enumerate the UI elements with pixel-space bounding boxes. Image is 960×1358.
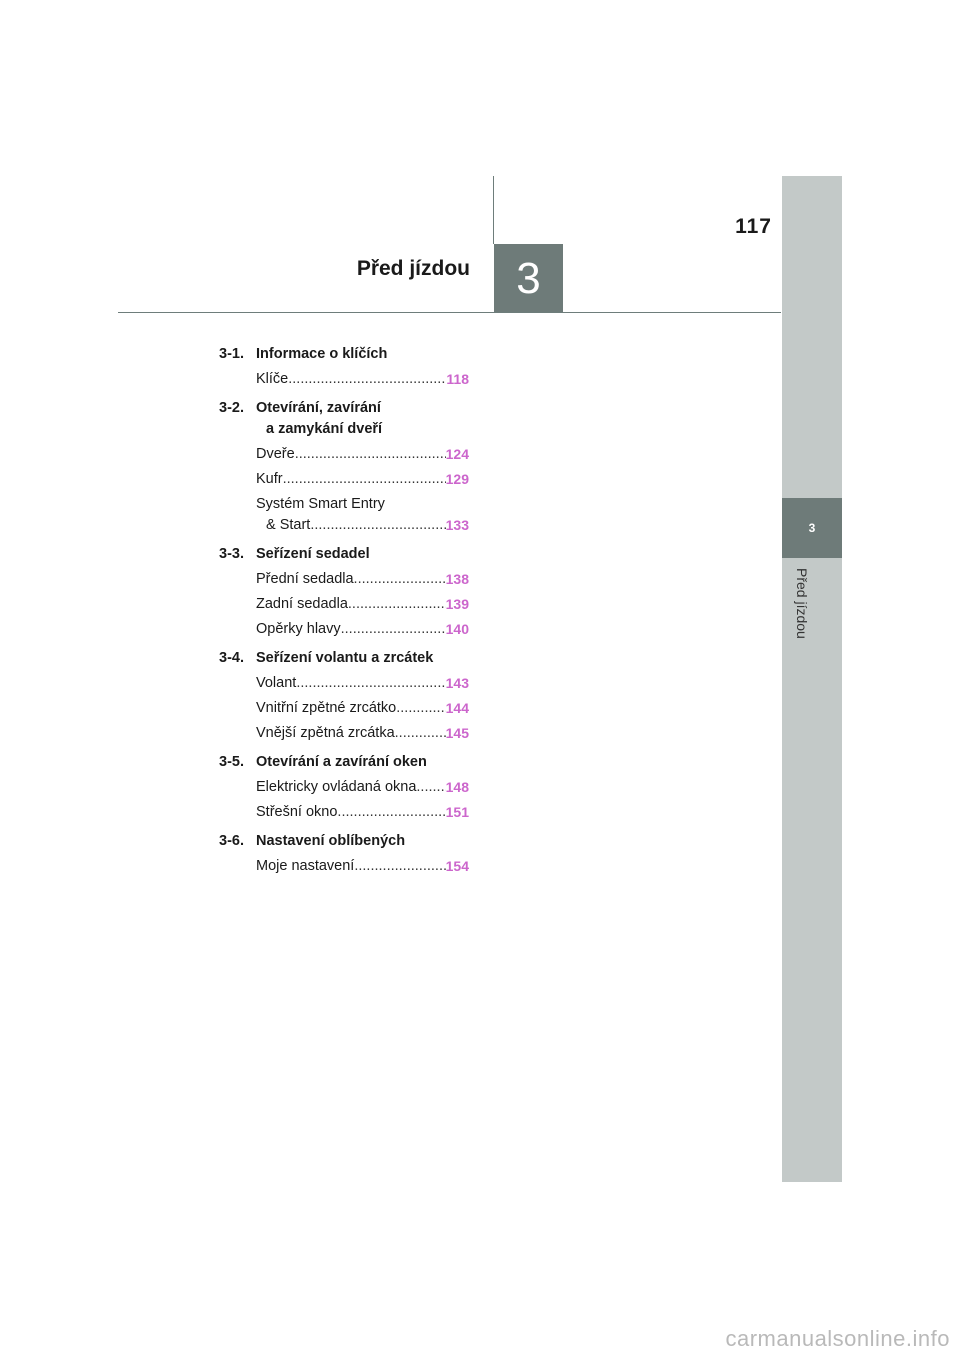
dot-leader xyxy=(337,802,445,823)
dot-leader xyxy=(295,444,446,465)
dot-leader xyxy=(341,619,446,640)
section-title: Nastavení oblíbených xyxy=(256,833,406,849)
page-link[interactable]: 154 xyxy=(445,858,469,874)
chapter-title: Před jízdou xyxy=(356,257,470,280)
entry-label: Elektricky ovládaná okna xyxy=(256,779,417,795)
toc-section-heading xyxy=(219,831,469,852)
dot-leader xyxy=(288,369,446,390)
entry-label-line: Systém Smart Entry xyxy=(256,496,385,512)
page-link[interactable]: 140 xyxy=(445,621,469,637)
entry-label: Vnější zpětná zrcátka xyxy=(256,725,395,741)
page-link[interactable]: 118 xyxy=(446,371,469,387)
dot-leader xyxy=(416,777,445,798)
toc-entry[interactable] xyxy=(256,594,469,615)
toc-entry[interactable] xyxy=(256,802,469,823)
page-number: 117 xyxy=(735,215,772,238)
toc-section-heading xyxy=(219,398,469,440)
side-tab-label: Před jízdou xyxy=(794,568,810,639)
toc-entry[interactable] xyxy=(256,369,469,390)
entry-label: Střešní okno xyxy=(256,804,338,820)
page-link[interactable]: 144 xyxy=(445,700,469,716)
header-vertical-rule xyxy=(493,176,494,244)
dot-leader xyxy=(354,569,446,590)
section-title: Seřízení sedadel xyxy=(256,546,370,562)
dot-leader xyxy=(296,673,445,694)
toc-entry[interactable] xyxy=(256,673,469,694)
toc-entry[interactable] xyxy=(256,469,469,490)
section-title: a zamykání dveří xyxy=(266,421,383,437)
dot-leader xyxy=(396,698,445,719)
header-horizontal-rule xyxy=(118,312,781,313)
section-title: Seřízení volantu a zrcátek xyxy=(256,650,434,666)
entry-label: Vnitřní zpětné zrcátko xyxy=(256,700,397,716)
section-number: 3-4. xyxy=(219,650,244,666)
page-link[interactable]: 143 xyxy=(445,675,469,691)
toc-section-heading xyxy=(219,648,469,669)
dot-leader xyxy=(395,723,446,744)
page-link[interactable]: 138 xyxy=(445,571,469,587)
watermark: carmanualsonline.info xyxy=(725,1326,950,1351)
page-link[interactable]: 145 xyxy=(445,725,469,741)
toc-section-heading xyxy=(219,544,469,565)
toc-entry[interactable] xyxy=(256,856,469,877)
entry-label: Dveře xyxy=(256,446,295,462)
toc-entry[interactable] xyxy=(256,444,469,465)
toc-entry[interactable] xyxy=(256,777,469,798)
section-number: 3-2. xyxy=(219,400,244,416)
page-link[interactable]: 124 xyxy=(445,446,469,462)
toc-entry[interactable] xyxy=(256,698,469,719)
toc-entry[interactable] xyxy=(256,494,469,536)
dot-leader xyxy=(354,856,445,877)
page-link[interactable]: 133 xyxy=(445,517,469,533)
section-number: 3-5. xyxy=(219,754,244,770)
entry-label: Opěrky hlavy xyxy=(256,621,341,637)
toc-section-heading xyxy=(219,752,469,773)
page-link[interactable]: 148 xyxy=(445,779,469,795)
toc-entry[interactable] xyxy=(256,619,469,640)
section-title: Informace o klíčích xyxy=(256,346,388,362)
toc-section-heading xyxy=(219,344,469,365)
section-number: 3-3. xyxy=(219,546,244,562)
chapter-number-box: 3 xyxy=(494,244,563,313)
section-title: Otevírání a zavírání oken xyxy=(256,754,427,770)
side-tab-chapter-number: 3 xyxy=(782,498,842,558)
table-of-contents xyxy=(219,344,469,877)
section-title: Otevírání, zavírání xyxy=(256,400,381,416)
toc-entry[interactable] xyxy=(256,569,469,590)
entry-label: Kufr xyxy=(256,471,283,487)
side-chapter-tab[interactable] xyxy=(782,176,842,1182)
dot-leader xyxy=(310,515,445,536)
entry-label: Přední sedadla xyxy=(256,571,354,587)
dot-leader xyxy=(348,594,446,615)
section-number: 3-6. xyxy=(219,833,244,849)
entry-label: Volant xyxy=(256,675,297,691)
section-number: 3-1. xyxy=(219,346,244,362)
entry-label: Klíče xyxy=(256,371,289,387)
page-link[interactable]: 129 xyxy=(445,471,469,487)
entry-label: Zadní sedadla xyxy=(256,596,348,612)
entry-label: Moje nastavení xyxy=(256,858,355,874)
page-link[interactable]: 151 xyxy=(445,804,469,820)
entry-label-line: & Start xyxy=(266,517,311,533)
dot-leader xyxy=(283,469,446,490)
toc-entry[interactable] xyxy=(256,723,469,744)
page-link[interactable]: 139 xyxy=(445,596,469,612)
